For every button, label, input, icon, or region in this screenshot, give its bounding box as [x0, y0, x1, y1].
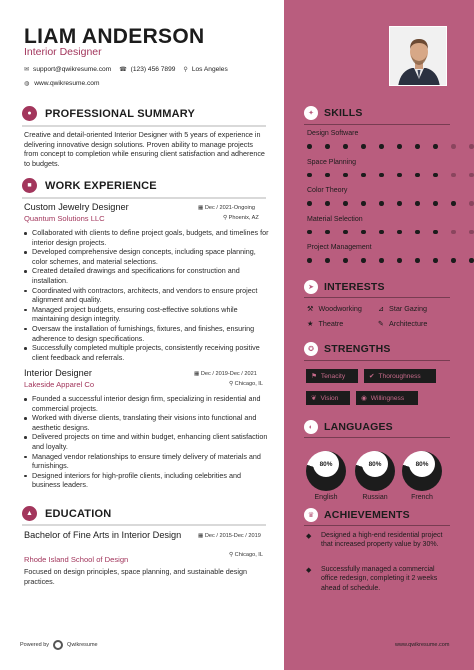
language-name: Russian [362, 494, 388, 501]
footer-url[interactable]: www.qwikresume.com [395, 642, 450, 648]
education-header [22, 506, 111, 521]
location-pin-icon: ⚲ [223, 215, 228, 221]
rating-dot [343, 144, 348, 149]
rating-dot [325, 144, 330, 149]
contact-row [24, 66, 228, 73]
list-item: Managed vendor relationships to ensure timely delivery of materials and furnishings. [24, 452, 270, 471]
rating-dot [469, 258, 474, 263]
list-item: Founded a successful interior design firm, specializing in residential and commercial projects. [24, 394, 270, 413]
calendar-icon: ▦ [198, 533, 204, 539]
interests-divider [304, 297, 450, 298]
rating-dot [307, 173, 312, 178]
list-item: Managed project budgets, ensuring cost-effective solutions while maintaining design integrity. [24, 305, 270, 324]
briefcase-icon: ■ [22, 178, 37, 193]
candidate-role: Interior Designer [24, 46, 102, 58]
location-pin-icon: ⚲ [229, 552, 234, 558]
skill-rating [307, 201, 474, 206]
list-item: Designed interiors for high-profile clients, including celebrities and business leaders. [24, 471, 270, 490]
summary-divider [22, 125, 266, 127]
rating-dot [397, 230, 402, 235]
check-icon: ✔ [369, 373, 375, 380]
language-percent: 80% [362, 451, 388, 477]
experience-header [22, 178, 157, 193]
strength-tag: ✔ Thoroughness [364, 369, 436, 383]
rating-dot [379, 173, 384, 178]
strengths-title: STRENGTHS [324, 343, 391, 355]
strengths-divider [304, 360, 450, 361]
skill-label: Color Theory [307, 187, 348, 194]
brain-icon: ❦ [311, 395, 317, 402]
experience-divider [22, 197, 266, 199]
rating-dot [433, 173, 438, 178]
diamond-icon: ◆ [306, 567, 312, 574]
interest-item: ★ Theatre [307, 319, 344, 328]
rating-dot [361, 230, 366, 235]
skill-label: Design Software [307, 130, 359, 137]
languages-header [304, 420, 393, 434]
list-item: Coordinated with contractors, architects, and vendors to ensure project alignment and quality. [24, 286, 270, 305]
list-item: Developed comprehensive design concepts, including space planning, color schemes, and material selections. [24, 247, 270, 266]
rating-dot [379, 258, 384, 263]
summary-header [22, 106, 195, 121]
degree-title: Bachelor of Fine Arts in Interior Design [24, 530, 182, 540]
job-company: Lakeside Apparel Co [24, 380, 95, 389]
list-item: Worked with diverse clients, translating their visions into functional and aesthetic designs. [24, 413, 270, 432]
list-item: Delivered projects on time and within budget, enhancing client satisfaction and loyalty. [24, 432, 270, 451]
skill-label: Space Planning [307, 158, 357, 166]
website-text: www.qwikresume.com [34, 80, 100, 87]
language-ring [306, 451, 346, 491]
email-icon: ✉ [24, 67, 30, 73]
skill-rating [307, 173, 474, 178]
location-text: Los Angeles [191, 66, 228, 73]
rating-dot [343, 173, 348, 178]
rating-dot [379, 230, 384, 235]
rating-dot [433, 144, 438, 149]
language-ring [402, 451, 442, 491]
language-ring [355, 451, 395, 491]
rating-dot [469, 230, 474, 235]
medal-icon: ✪ [304, 342, 318, 356]
footer-brand[interactable]: Qwikresume [67, 642, 98, 648]
rating-dot [397, 258, 402, 263]
job-location: ⚲ Chicago, IL [229, 381, 263, 387]
star-icon: ★ [307, 319, 314, 328]
language-percent: 80% [313, 451, 339, 477]
lightbulb-icon: ✦ [304, 106, 318, 120]
rating-dot [343, 230, 348, 235]
language-name: English [314, 494, 338, 501]
rating-dot [469, 201, 474, 206]
interest-item: ⚒ Woodworking [307, 304, 362, 313]
school-name: Rhode Island School of Design [24, 555, 129, 564]
job-company: Quantum Solutions LLC [24, 214, 105, 223]
rating-dot [325, 230, 330, 235]
email-text: support@qwikresume.com [33, 66, 112, 73]
skills-divider [304, 124, 450, 125]
website-item[interactable] [24, 80, 99, 87]
strength-tag: ⚑ Tenacity [306, 369, 358, 383]
list-item: Oversaw the installation of furnishings, fixtures, and finishes, ensuring adherence to design specifications. [24, 324, 270, 343]
user-icon: ● [22, 106, 37, 121]
education-location: ⚲ Chicago, IL [229, 552, 263, 558]
skill-rating [307, 144, 474, 149]
education-text: Focused on design principles, space planning, and sustainable design practices. [24, 567, 247, 586]
telescope-icon: ⊿ [378, 304, 385, 313]
translate-icon: ◐ [304, 420, 318, 434]
rating-dot [397, 173, 402, 178]
achievements-title: ACHIEVEMENTS [324, 509, 410, 521]
education-title: EDUCATION [45, 507, 112, 520]
location-item [183, 66, 227, 73]
candidate-name: LIAM ANDERSON [24, 25, 205, 48]
rating-dot [415, 258, 420, 263]
skill-label: Material Selection [307, 215, 363, 223]
job-title: Custom Jewelry Designer [24, 202, 129, 212]
rating-dot [469, 144, 474, 149]
language-name: French [411, 494, 433, 501]
rating-dot [397, 201, 402, 206]
rating-dot [361, 173, 366, 178]
rating-dot [451, 201, 456, 206]
skill-label: Project Management [307, 244, 372, 251]
footer-powered: Powered by Qwikresume [20, 642, 98, 648]
rating-dot [307, 258, 312, 263]
skills-title: SKILLS [324, 107, 363, 119]
globe-icon: ◍ [24, 81, 30, 87]
job-title: Interior Designer [24, 368, 92, 378]
phone-text: (123) 456 7899 [130, 66, 176, 73]
rating-dot [451, 258, 456, 263]
language-percent: 80% [409, 451, 435, 477]
language-item [353, 444, 397, 501]
rating-dot [343, 258, 348, 263]
portrait-image [390, 27, 447, 86]
rating-dot [415, 230, 420, 235]
job-location: ⚲ Phoenix, AZ [223, 215, 259, 221]
education-dates: ▦ Dec / 2015-Dec / 2019 [198, 533, 261, 539]
languages-title: LANGUAGES [324, 421, 393, 433]
location-pin-icon: ⚲ [229, 381, 234, 387]
job-bullets [24, 228, 270, 362]
rating-dot [307, 144, 312, 149]
strength-tag: ◉ Willingness [356, 391, 418, 405]
rating-dot [433, 230, 438, 235]
rating-dot [307, 201, 312, 206]
achievement-item: Successfully managed a commercial office redesign, completing it 2 weeks ahead of schedule. [321, 566, 438, 592]
profile-photo [389, 26, 447, 86]
rating-dot [361, 144, 366, 149]
language-item [400, 444, 444, 501]
calendar-icon: ▦ [194, 371, 200, 377]
strength-tag: ❦ Vision [306, 391, 350, 405]
language-item [304, 444, 348, 501]
diamond-icon: ◆ [306, 533, 312, 540]
rating-dot [433, 258, 438, 263]
rating-dot [415, 173, 420, 178]
eye-icon: ◉ [361, 395, 367, 402]
achievements-header [304, 508, 410, 522]
rating-dot [469, 173, 474, 178]
compass-icon: ✎ [378, 319, 385, 328]
rating-dot [451, 144, 456, 149]
hammer-icon: ⚒ [307, 304, 314, 313]
interests-header [304, 280, 385, 294]
rating-dot [415, 144, 420, 149]
phone-icon: ☎ [119, 67, 127, 73]
skill-rating [307, 258, 474, 263]
rating-dot [325, 173, 330, 178]
email-item[interactable] [24, 66, 111, 73]
trophy-icon: ♛ [304, 508, 318, 522]
list-item: Created detailed drawings and specifications for construction and installation. [24, 266, 270, 285]
skills-header [304, 106, 363, 120]
rating-dot [361, 201, 366, 206]
rating-dot [343, 201, 348, 206]
rating-dot [451, 173, 456, 178]
rating-dot [415, 201, 420, 206]
qwikresume-logo-icon [53, 640, 63, 650]
strengths-header [304, 342, 391, 356]
summary-text: Creative and detail-oriented Interior Designer with 5 years of experience in delivering innovative design solutions. Proven ability to manage projects from concept to completion while ensuring client satisfaction and adherence to budgets. [24, 130, 265, 168]
rating-dot [325, 258, 330, 263]
rating-dot [379, 201, 384, 206]
skill-rating [307, 230, 474, 235]
rating-dot [379, 144, 384, 149]
rating-dot [451, 230, 456, 235]
interest-item: ✎ Architecture [378, 319, 428, 328]
languages-divider [304, 437, 450, 438]
job-dates: ▦ Dec / 2021-Ongoing [198, 205, 255, 211]
job-bullets [24, 394, 270, 490]
interests-title: INTERESTS [324, 281, 385, 293]
rating-dot [325, 201, 330, 206]
job-dates: ▦ Dec / 2019-Dec / 2021 [194, 371, 257, 377]
list-item: Collaborated with clients to define project goals, budgets, and timelines for interior design projects. [24, 228, 270, 247]
phone-item[interactable] [119, 66, 175, 73]
list-item: Successfully completed multiple projects, consistently receiving positive client feedback and referrals. [24, 343, 270, 362]
education-divider [22, 524, 266, 526]
graduation-cap-icon: ▲ [22, 506, 37, 521]
summary-title: PROFESSIONAL SUMMARY [45, 107, 196, 120]
interest-item: ⊿ Star Gazing [378, 304, 427, 313]
rating-dot [397, 144, 402, 149]
experience-title: WORK EXPERIENCE [45, 179, 157, 192]
location-pin-icon: ⚲ [183, 67, 188, 73]
flag-icon: ⚑ [311, 373, 317, 380]
rocket-icon: ➤ [304, 280, 318, 294]
rating-dot [307, 230, 312, 235]
calendar-icon: ▦ [198, 205, 204, 211]
rating-dot [433, 201, 438, 206]
achievement-item: Designed a high-end residential project that increased property value by 30%. [321, 532, 443, 549]
achievements-divider [304, 525, 450, 526]
rating-dot [361, 258, 366, 263]
